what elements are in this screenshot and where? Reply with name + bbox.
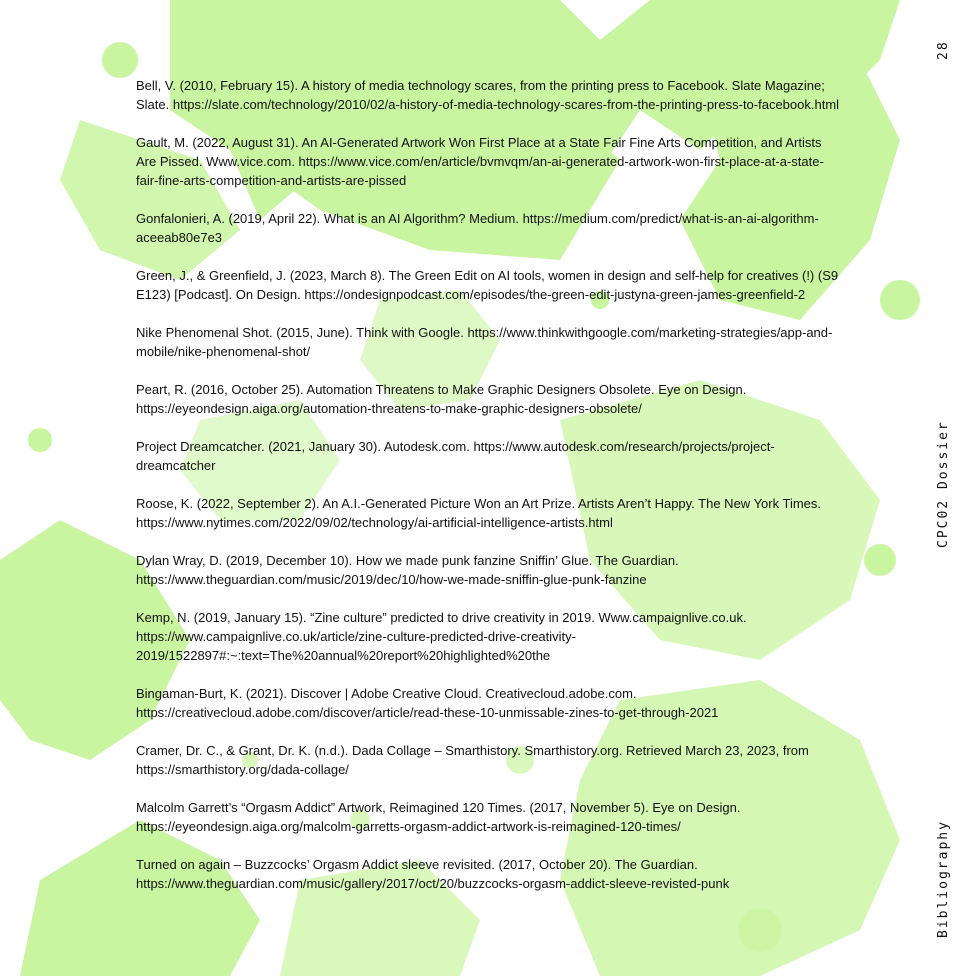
section-title: Bibliography bbox=[936, 820, 951, 938]
reference-entry: Project Dreamcatcher. (2021, January 30). Autodesk.com. https://www.autodesk.com/research/projects/project-dreamcatcher bbox=[136, 439, 775, 473]
page-number: 28 bbox=[936, 40, 951, 60]
reference-entry: Roose, K. (2022, September 2). An A.I.-Generated Picture Won an Art Prize. Artists Aren’t Happy. The New York Times. https://www.nytimes.com/2022/09/02/technology/ai-artificial-intelligence-artists.html bbox=[136, 496, 822, 530]
reference-entry: Green, J., & Greenfield, J. (2023, March 8). The Green Edit on AI tools, women in design and self-help for creatives (!) (S9 E123) [Podcast]. On Design. https://ondesignpodcast.com/episodes/the-green-edit-justyna-green-james-greenfield-2 bbox=[136, 268, 839, 302]
reference-entry: Malcolm Garrett’s “Orgasm Addict” Artwork, Reimagined 120 Times. (2017, November 5). Eye on Design. https://eyeondesign.aiga.org/malcolm-garretts-orgasm-addict-artwork-is-reimagined-120-times/ bbox=[136, 800, 741, 834]
reference-entry: Dylan Wray, D. (2019, December 10). How we made punk fanzine Sniffin’ Glue. The Guardian. https://www.theguardian.com/music/2019/dec/10/how-we-made-sniffin-glue-punk-fanzine bbox=[136, 553, 679, 587]
reference-entry: Gault, M. (2022, August 31). An AI-Generated Artwork Won First Place at a State Fair Fine Arts Competition, and Artists Are Pissed. Www.vice.com. https://www.vice.com/en/article/bvmvqm/an-ai-generated-artwork-won-first-place-at-a-state-fair-fine-arts-competition-and-artists-are-pissed bbox=[136, 135, 824, 188]
reference-entry: Bingaman-Burt, K. (2021). Discover | Adobe Creative Cloud. Creativecloud.adobe.com. https://creativecloud.adobe.com/discover/article/read-these-10-unmissable-zines-to-get-through-2021 bbox=[136, 686, 719, 720]
reference-entry: Kemp, N. (2019, January 15). “Zine culture” predicted to drive creativity in 2019. Www.campaignlive.co.uk. https://www.campaignlive.co.uk/article/zine-culture-predicted-drive-creativity-2019/1522897#:~:text=The%20annual%20report%20highlighted%20the bbox=[136, 610, 747, 663]
reference-entry: Turned on again – Buzzcocks’ Orgasm Addict sleeve revisited. (2017, October 20). The Guardian. https://www.theguardian.com/music/gallery/2017/oct/20/buzzcocks-orgasm-addict-sleeve-revisted-punk bbox=[136, 857, 730, 891]
reference-entry: Bell, V. (2010, February 15). A history of media technology scares, from the printing press to Facebook. Slate Magazine; Slate. https://slate.com/technology/2010/02/a-history-of-media-technology-scares-from-the-printing-press-to-facebook.html bbox=[136, 78, 840, 112]
reference-entry: Nike Phenomenal Shot. (2015, June). Think with Google. https://www.thinkwithgoogle.com/marketing-strategies/app-and-mobile/nike-phenomenal-shot/ bbox=[136, 325, 833, 359]
reference-entry: Peart, R. (2016, October 25). Automation Threatens to Make Graphic Designers Obsolete. Eye on Design. https://eyeondesign.aiga.org/automation-threatens-to-make-graphic-designers-obsolete/ bbox=[136, 382, 747, 416]
document-title: CPC02 Dossier bbox=[936, 420, 951, 548]
reference-list bbox=[136, 76, 840, 912]
reference-entry: Cramer, Dr. C., & Grant, Dr. K. (n.d.). Dada Collage – Smarthistory. Smarthistory.org. Retrieved March 23, 2023, from https://smarthistory.org/dada-collage/ bbox=[136, 743, 809, 777]
reference-entry: Gonfalonieri, A. (2019, April 22). What is an AI Algorithm? Medium. https://medium.com/predict/what-is-an-ai-algorithm-aceeab80e7e3 bbox=[136, 211, 819, 245]
